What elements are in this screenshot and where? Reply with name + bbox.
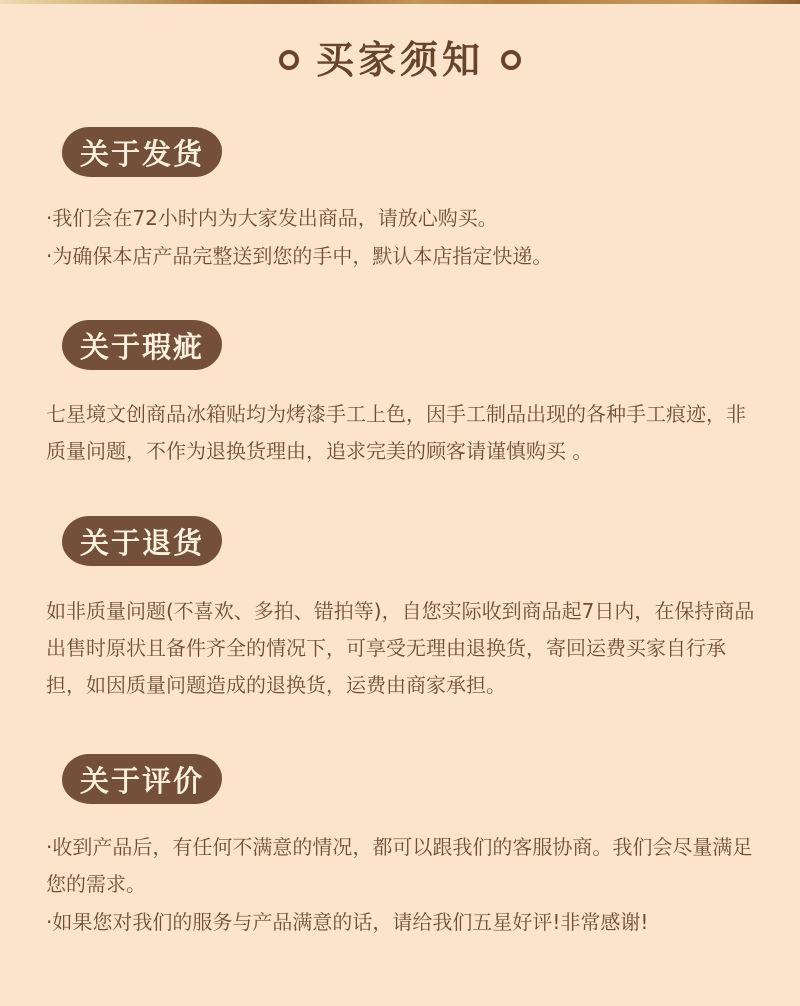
top-accent-bar [0, 0, 800, 4]
circle-ornament-right-icon [501, 50, 521, 70]
section-flaws [46, 320, 760, 470]
section-reviews-content [46, 829, 760, 941]
circle-ornament-left-icon [279, 50, 299, 70]
notice-text: 如非质量问题(不喜欢、多拍、错拍等)，自您实际收到商品起7日内，在保持商品出售时原状且备件齐全的情况下，可享受无理由退换货，寄回运费买家自行承担，如因质量问题造成的退换货，运费由商家承担。 [46, 599, 755, 697]
section-shipping-content [46, 200, 760, 275]
section-flaws-content [46, 396, 760, 470]
notice-text: ·我们会在72小时内为大家发出商品，请放心购买。 [46, 206, 498, 230]
section-title-returns: 关于退货 [62, 516, 222, 566]
section-returns [46, 516, 760, 704]
page-title: 买家须知 [315, 38, 484, 82]
section-title-shipping: 关于发货 [62, 127, 222, 177]
section-reviews [46, 754, 760, 941]
section-title-reviews: 关于评价 [62, 754, 222, 804]
section-shipping [46, 127, 760, 275]
notice-text: ·收到产品后，有任何不满意的情况，都可以跟我们的客服协商。我们会尽量满足您的需求。 [46, 835, 753, 896]
page-header [0, 38, 800, 82]
notice-text: ·为确保本店产品完整送到您的手中，默认本店指定快递。 [46, 244, 553, 268]
section-returns-content [46, 593, 760, 704]
section-title-flaws: 关于瑕疵 [62, 320, 222, 370]
notice-text: 七星境文创商品冰箱贴均为烤漆手工上色，因手工制品出现的各种手工痕迹，非质量问题，不作为退换货理由，追求完美的顾客请谨慎购买 。 [46, 402, 746, 463]
notice-text: ·如果您对我们的服务与产品满意的话，请给我们五星好评!非常感谢! [46, 910, 649, 934]
